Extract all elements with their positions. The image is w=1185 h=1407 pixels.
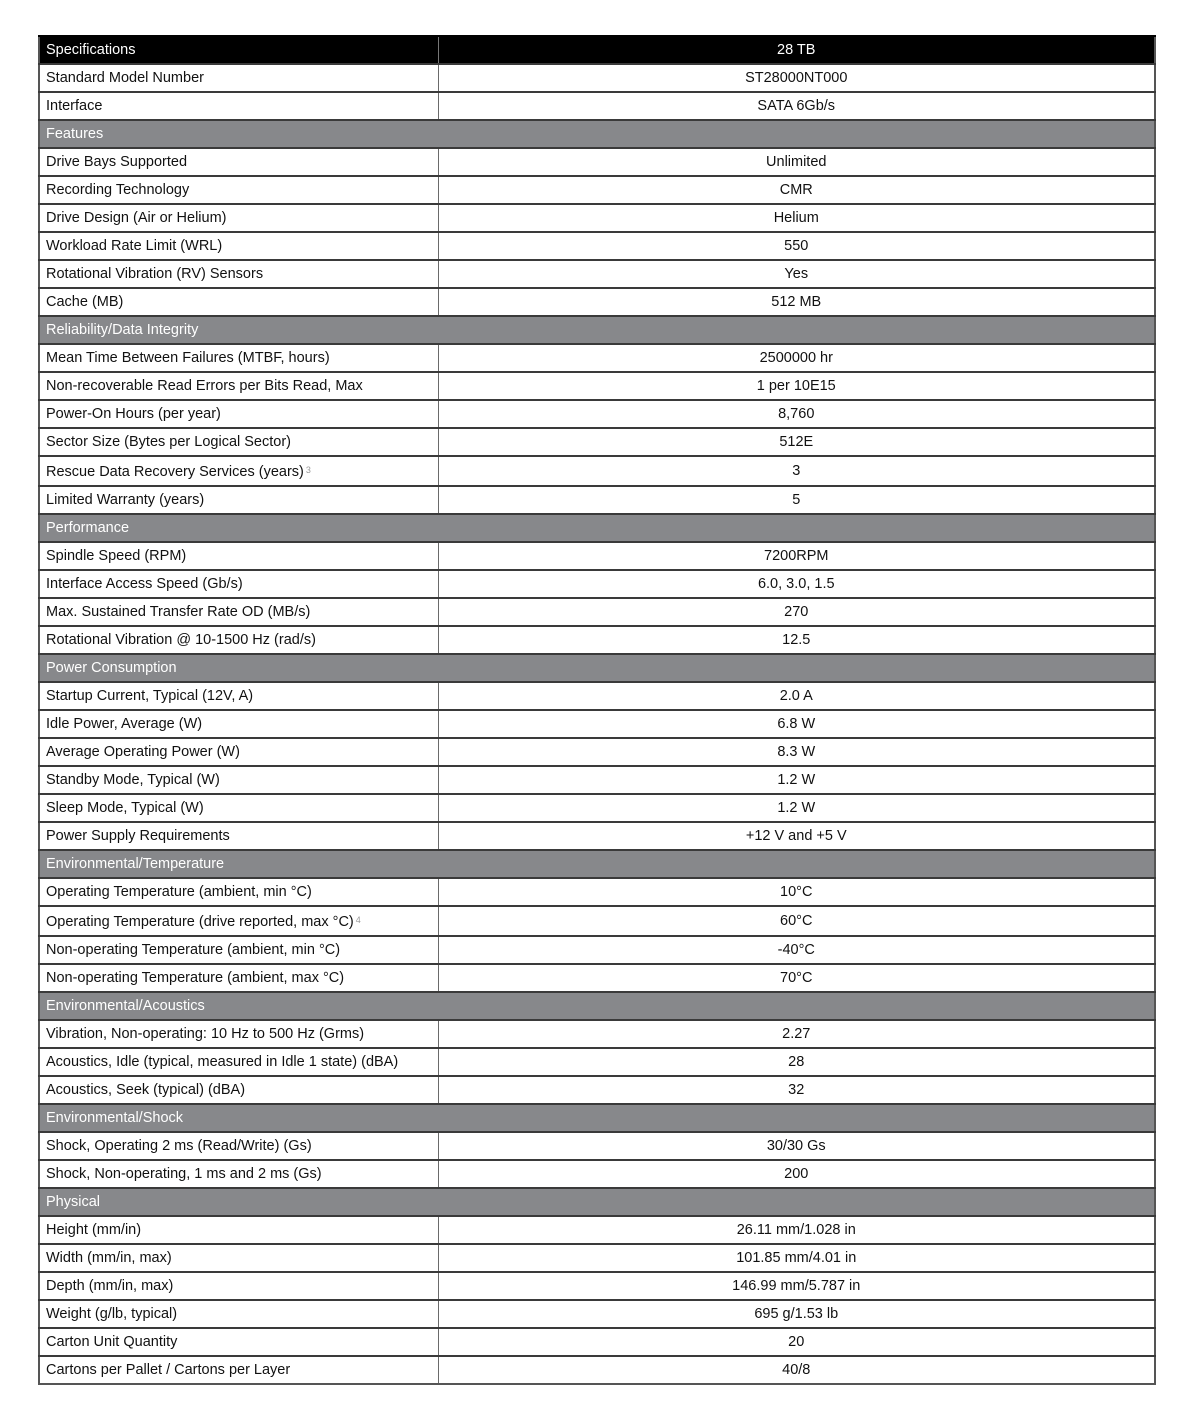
row-label-cell [39, 372, 438, 400]
row-label: Shock, Non-operating, 1 ms and 2 ms (Gs) [46, 1166, 322, 1182]
row-value: -40°C [438, 936, 1155, 964]
spec-table [38, 35, 1156, 1385]
table-row [39, 1300, 1155, 1328]
row-value: 2.27 [438, 1020, 1155, 1048]
table-row [39, 1328, 1155, 1356]
row-value: 12.5 [438, 626, 1155, 654]
table-row [39, 148, 1155, 176]
table-row [39, 372, 1155, 400]
section-header [39, 992, 1155, 1020]
row-value: 200 [438, 1160, 1155, 1188]
row-label-cell [39, 1048, 438, 1076]
row-label: Non-operating Temperature (ambient, min °C) [46, 942, 341, 958]
row-value: 1.2 W [438, 794, 1155, 822]
row-label: Vibration, Non-operating: 10 Hz to 500 Hz (Grms) [46, 1026, 365, 1042]
row-label-cell [39, 1020, 438, 1048]
table-header-row [39, 36, 1155, 64]
row-value: 270 [438, 598, 1155, 626]
row-label-cell [39, 766, 438, 794]
row-label: Width (mm/in, max) [46, 1250, 172, 1266]
row-label: Acoustics, Seek (typical) (dBA) [46, 1082, 246, 1098]
table-row [39, 738, 1155, 766]
row-label: Shock, Operating 2 ms (Read/Write) (Gs) [46, 1138, 312, 1154]
row-value: 1.2 W [438, 766, 1155, 794]
table-row [39, 598, 1155, 626]
row-value: 1 per 10E15 [438, 372, 1155, 400]
row-label-cell [39, 738, 438, 766]
row-label-cell [39, 542, 438, 570]
section-title: Physical [39, 1188, 1155, 1216]
row-label-cell [39, 1160, 438, 1188]
row-value: 146.99 mm/5.787 in [438, 1272, 1155, 1300]
row-label: Max. Sustained Transfer Rate OD (MB/s) [46, 604, 311, 620]
row-label-cell [39, 176, 438, 204]
section-title: Environmental/Temperature [39, 850, 1155, 878]
table-row [39, 964, 1155, 992]
row-label: Carton Unit Quantity [46, 1334, 178, 1350]
row-label-cell [39, 626, 438, 654]
row-label-cell [39, 822, 438, 850]
section-header [39, 850, 1155, 878]
row-value: 101.85 mm/4.01 in [438, 1244, 1155, 1272]
row-label: Drive Bays Supported [46, 154, 188, 170]
row-label: Weight (g/lb, typical) [46, 1306, 178, 1322]
row-value: 6.8 W [438, 710, 1155, 738]
table-row [39, 626, 1155, 654]
row-value: 40/8 [438, 1356, 1155, 1384]
row-label: Mean Time Between Failures (MTBF, hours) [46, 350, 330, 366]
table-row [39, 486, 1155, 514]
row-label: Height (mm/in) [46, 1222, 142, 1238]
row-label: Depth (mm/in, max) [46, 1278, 174, 1294]
row-label-cell [39, 148, 438, 176]
table-row [39, 288, 1155, 316]
row-label: Rescue Data Recovery Services (years) [46, 464, 304, 480]
table-row [39, 878, 1155, 906]
row-label-cell [39, 456, 438, 486]
row-label-cell [39, 598, 438, 626]
section-header [39, 1104, 1155, 1132]
table-row [39, 232, 1155, 260]
row-label-cell [39, 878, 438, 906]
row-value: 26.11 mm/1.028 in [438, 1216, 1155, 1244]
table-row [39, 176, 1155, 204]
row-label: Operating Temperature (ambient, min °C) [46, 884, 312, 900]
table-row [39, 1244, 1155, 1272]
row-label: Operating Temperature (drive reported, max °C) [46, 914, 354, 930]
row-value: 60°C [438, 906, 1155, 936]
table-row [39, 542, 1155, 570]
spec-body [39, 64, 1155, 1384]
section-header [39, 514, 1155, 542]
row-value: 30/30 Gs [438, 1132, 1155, 1160]
table-row [39, 822, 1155, 850]
section-title: Power Consumption [39, 654, 1155, 682]
table-row [39, 64, 1155, 92]
table-row [39, 682, 1155, 710]
row-label-cell [39, 936, 438, 964]
row-label: Cartons per Pallet / Cartons per Layer [46, 1362, 291, 1378]
row-label-cell [39, 570, 438, 598]
row-label: Limited Warranty (years) [46, 492, 205, 508]
table-row [39, 1160, 1155, 1188]
row-label: Standby Mode, Typical (W) [46, 772, 220, 788]
table-row [39, 906, 1155, 936]
row-label: Startup Current, Typical (12V, A) [46, 688, 254, 704]
row-value: 8,760 [438, 400, 1155, 428]
row-value: 70°C [438, 964, 1155, 992]
row-label: Standard Model Number [39, 64, 438, 92]
section-title: Features [39, 120, 1155, 148]
row-label-cell [39, 682, 438, 710]
section-header [39, 654, 1155, 682]
row-label-cell [39, 1244, 438, 1272]
row-label-cell [39, 1328, 438, 1356]
table-row [39, 1356, 1155, 1384]
table-row [39, 710, 1155, 738]
row-value: Unlimited [438, 148, 1155, 176]
row-label: Acoustics, Idle (typical, measured in Idle 1 state) (dBA) [46, 1054, 399, 1070]
table-row [39, 1048, 1155, 1076]
row-label: Rotational Vibration @ 10-1500 Hz (rad/s) [46, 632, 316, 648]
row-value: ST28000NT000 [438, 64, 1155, 92]
row-label: Workload Rate Limit (WRL) [46, 238, 223, 254]
row-label-cell [39, 1300, 438, 1328]
row-label: Power-On Hours (per year) [46, 406, 221, 422]
table-row [39, 1020, 1155, 1048]
row-label: Average Operating Power (W) [46, 744, 240, 760]
row-label-cell [39, 1216, 438, 1244]
row-value: CMR [438, 176, 1155, 204]
row-value: Helium [438, 204, 1155, 232]
row-label-cell [39, 1356, 438, 1384]
table-row [39, 1216, 1155, 1244]
row-value: 512 MB [438, 288, 1155, 316]
row-label: Idle Power, Average (W) [46, 716, 203, 732]
row-label-cell [39, 428, 438, 456]
table-row [39, 204, 1155, 232]
row-value: 32 [438, 1076, 1155, 1104]
row-label: Drive Design (Air or Helium) [46, 210, 227, 226]
table-row [39, 1272, 1155, 1300]
table-row [39, 936, 1155, 964]
table-row [39, 570, 1155, 598]
row-label-cell [39, 710, 438, 738]
row-label: Cache (MB) [46, 294, 124, 310]
row-label-cell [39, 794, 438, 822]
row-label-cell [39, 344, 438, 372]
row-value: +12 V and +5 V [438, 822, 1155, 850]
row-value: 10°C [438, 878, 1155, 906]
table-row [39, 428, 1155, 456]
row-value: 5 [438, 486, 1155, 514]
row-label: Sector Size (Bytes per Logical Sector) [46, 434, 291, 450]
row-value: 550 [438, 232, 1155, 260]
row-label: Recording Technology [46, 182, 190, 198]
row-value: 2500000 hr [438, 344, 1155, 372]
section-title: Performance [39, 514, 1155, 542]
table-row [39, 794, 1155, 822]
table-row [39, 1076, 1155, 1104]
row-value: 695 g/1.53 lb [438, 1300, 1155, 1328]
row-label: Non-recoverable Read Errors per Bits Read, Max [46, 378, 363, 394]
section-header [39, 120, 1155, 148]
row-label-cell [39, 288, 438, 316]
row-label-cell [39, 400, 438, 428]
row-value: 8.3 W [438, 738, 1155, 766]
row-label-cell [39, 232, 438, 260]
row-label: Power Supply Requirements [46, 828, 230, 844]
row-label-cell [39, 1076, 438, 1104]
section-title: Reliability/Data Integrity [39, 316, 1155, 344]
table-row [39, 456, 1155, 486]
footnote-marker: 4 [355, 915, 361, 925]
row-value: 28 [438, 1048, 1155, 1076]
row-label-cell [39, 1272, 438, 1300]
table-row [39, 260, 1155, 288]
row-label: Interface [39, 92, 438, 120]
section-title: Environmental/Shock [39, 1104, 1155, 1132]
header-capacity: 28 TB [438, 36, 1155, 64]
row-label: Rotational Vibration (RV) Sensors [46, 266, 264, 282]
row-label-cell [39, 906, 438, 936]
row-label-cell [39, 486, 438, 514]
row-label-cell [39, 260, 438, 288]
section-title: Environmental/Acoustics [39, 992, 1155, 1020]
row-label: Sleep Mode, Typical (W) [46, 800, 204, 816]
section-header [39, 316, 1155, 344]
row-value: 2.0 A [438, 682, 1155, 710]
row-value: Yes [438, 260, 1155, 288]
row-label: Spindle Speed (RPM) [46, 548, 187, 564]
header-label: Specifications [39, 36, 438, 64]
row-label: Non-operating Temperature (ambient, max °C) [46, 970, 345, 986]
row-label-cell [39, 964, 438, 992]
row-label-cell [39, 204, 438, 232]
row-value: 7200RPM [438, 542, 1155, 570]
row-value: 3 [438, 456, 1155, 486]
table-row [39, 766, 1155, 794]
table-row [39, 92, 1155, 120]
row-value: 512E [438, 428, 1155, 456]
table-row [39, 344, 1155, 372]
row-label-cell [39, 1132, 438, 1160]
row-value: 6.0, 3.0, 1.5 [438, 570, 1155, 598]
section-header [39, 1188, 1155, 1216]
row-value: 20 [438, 1328, 1155, 1356]
footnote-marker: 3 [305, 465, 311, 475]
row-value: SATA 6Gb/s [438, 92, 1155, 120]
table-row [39, 400, 1155, 428]
row-label: Interface Access Speed (Gb/s) [46, 576, 243, 592]
table-row [39, 1132, 1155, 1160]
